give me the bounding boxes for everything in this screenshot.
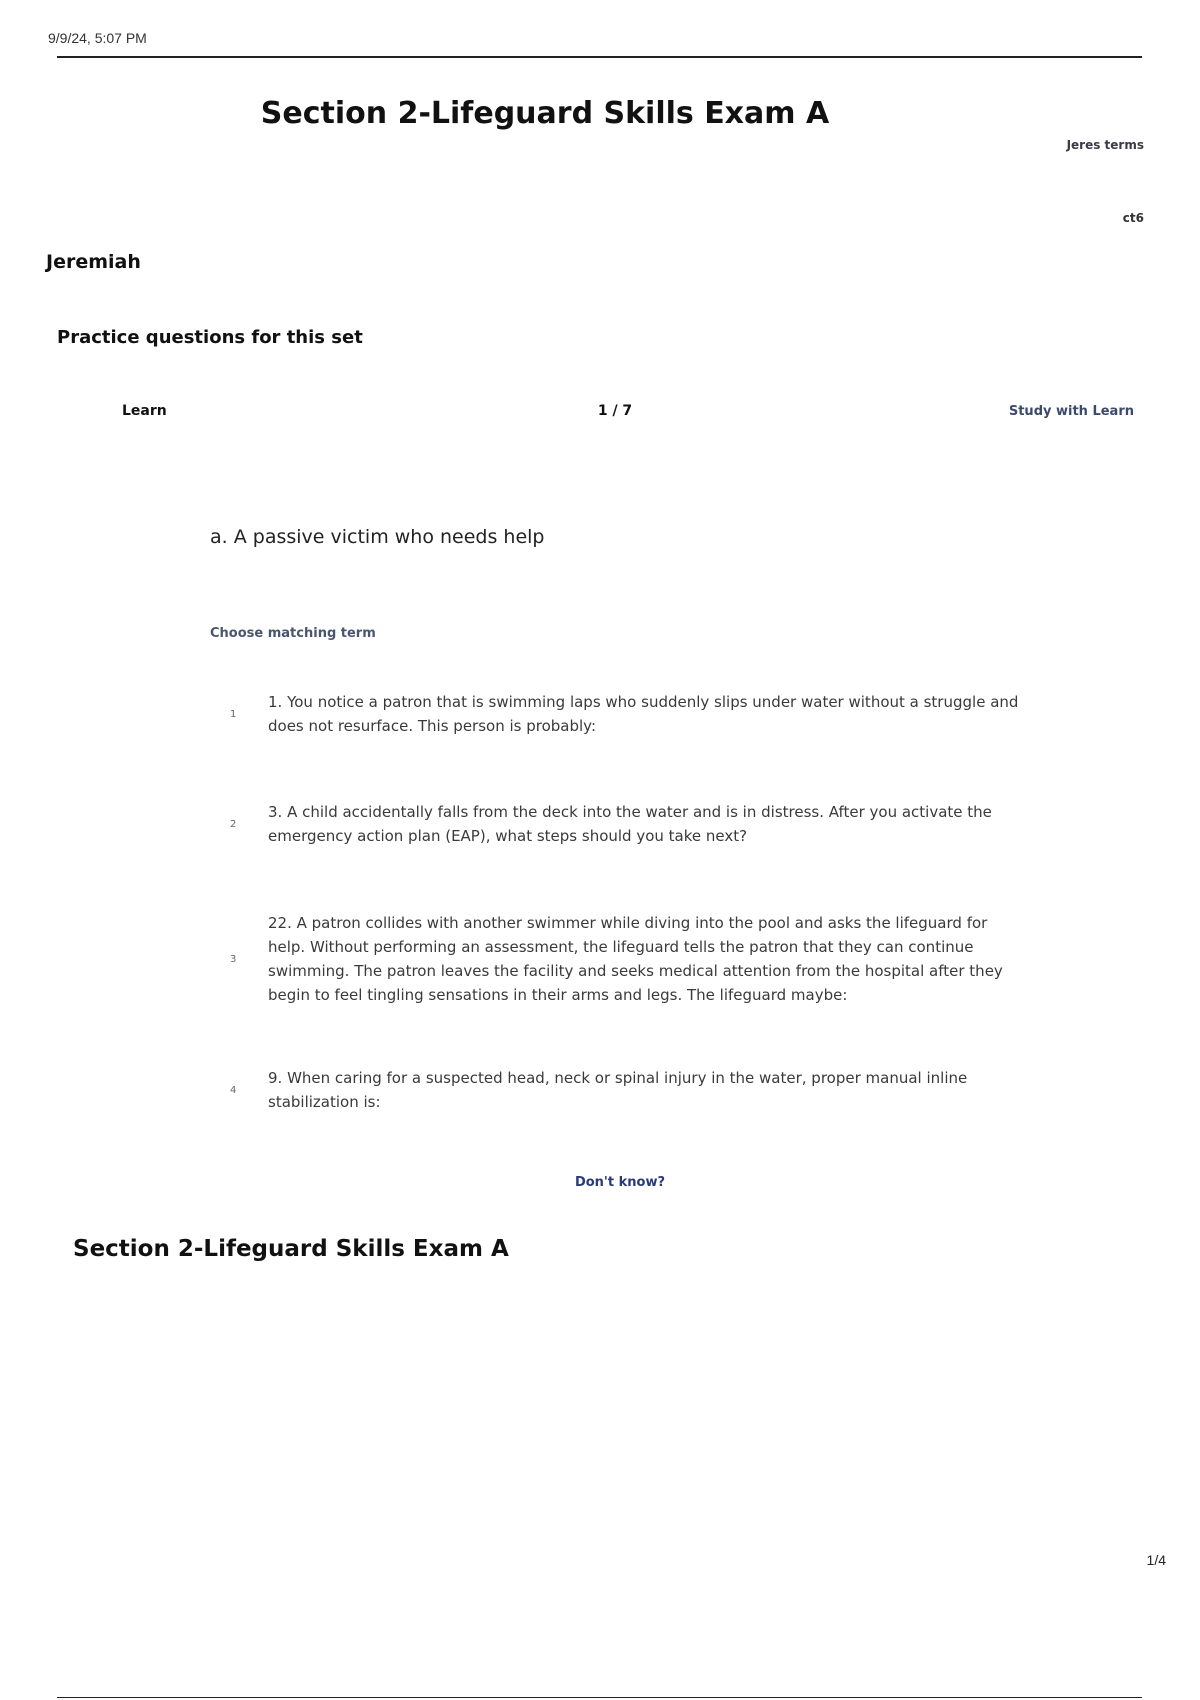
- choose-matching-label: Choose matching term: [210, 626, 376, 641]
- option-number: 4: [230, 1084, 237, 1096]
- answer-option-4[interactable]: [230, 1066, 1020, 1114]
- option-text: 3. A child accidentally falls from the deck into the water and is in distress. After you activate the emergency action plan (EAP), what steps should you take next?: [268, 803, 992, 845]
- answer-option-2[interactable]: [230, 800, 1020, 848]
- option-text: 9. When caring for a suspected head, neck or spinal injury in the water, proper manual inline stabilization is:: [268, 1069, 968, 1111]
- option-number: 1: [230, 708, 237, 720]
- creator-terms-link[interactable]: Jeres terms: [1066, 138, 1144, 152]
- question-progress: 1 / 7: [597, 403, 633, 419]
- question-prompt: a. A passive victim who needs help: [210, 526, 545, 548]
- option-text: 22. A patron collides with another swimmer while diving into the pool and asks the lifeguard for help. Without performing an assessment, the lifeguard tells the patron that they can continue swimming. The patron leaves the facility and seeks medical attention from the hospital after they begin to feel tingling sensations in their arms and legs. The lifeguard maybe:: [268, 914, 1003, 1004]
- learn-mode-label: Learn: [122, 403, 167, 419]
- page-title: Section 2-Lifeguard Skills Exam A: [260, 96, 830, 131]
- creator-handle[interactable]: ct6: [1122, 211, 1144, 225]
- section-title-repeat: Section 2-Lifeguard Skills Exam A: [73, 1236, 509, 1262]
- print-date: 9/9/24, 5:07 PM: [48, 30, 147, 46]
- page-number: 1/4: [1146, 1552, 1166, 1568]
- answer-option-3[interactable]: [230, 911, 1020, 1007]
- owner-name: Jeremiah: [46, 251, 141, 273]
- study-with-learn-link[interactable]: Study with Learn: [1008, 404, 1134, 419]
- option-number: 3: [230, 953, 237, 965]
- dont-know-button[interactable]: Don't know?: [574, 1175, 666, 1190]
- option-number: 2: [230, 818, 237, 830]
- answer-option-1[interactable]: [230, 690, 1020, 738]
- header-divider: [57, 56, 1142, 58]
- footer-divider: [57, 1697, 1142, 1698]
- option-text: 1. You notice a patron that is swimming laps who suddenly slips under water without a struggle and does not resurface. This person is probably:: [268, 693, 1019, 735]
- practice-heading: Practice questions for this set: [57, 327, 363, 348]
